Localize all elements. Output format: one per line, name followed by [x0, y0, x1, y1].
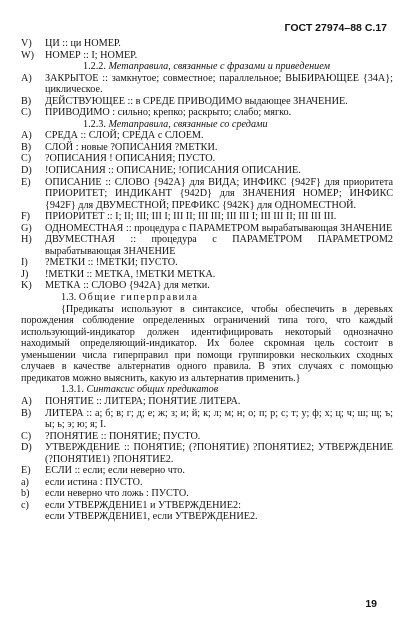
rule-text: ОДНОМЕСТНАЯ :: процедура с ПАРАМЕТРОМ вырабатывающая ЗНАЧЕНИЕ [45, 222, 393, 234]
section-title: Метаправила, связанные с фразами и приведением [108, 61, 331, 73]
rule-marker: I) [21, 257, 28, 269]
rule-item [21, 431, 393, 443]
rule-item [21, 96, 393, 108]
rule-marker: E) [21, 176, 31, 188]
rules-group-numbers [21, 38, 393, 61]
rule-item [21, 153, 393, 165]
page-body [21, 38, 393, 523]
rules-group-predicates [21, 396, 393, 511]
rule-item [21, 465, 393, 477]
rule-marker: A) [21, 72, 32, 84]
rule-item [21, 280, 393, 292]
rule-item [21, 500, 393, 512]
section-title: Общие гиперправила [78, 292, 199, 304]
section-number: 1.3.1. [61, 384, 84, 396]
rule-marker: D) [21, 165, 32, 177]
rule-marker: E) [21, 465, 31, 477]
rule-continuation: если УТВЕРЖДЕНИЕ1, если УТВЕРЖДЕНИЕ2. [45, 511, 258, 523]
rule-text: ?ПОНЯТИЕ :: ПОНЯТИЕ; ПУСТО. [45, 430, 201, 442]
rule-item [21, 50, 393, 62]
rule-marker: a) [21, 476, 29, 488]
rule-text: НОМЕР :: I; НОМЕР. [45, 49, 138, 61]
rule-item [21, 257, 393, 269]
rule-marker: b) [21, 488, 30, 500]
rule-text: ЦИ :: ци НОМЕР. [45, 38, 121, 49]
rule-item [21, 269, 393, 281]
rule-text: ЛИТЕРА :: а; б; в; г; д; е; ж; з; и; й; к; л; м; н; о; п; р; с; т; у; ф; х; ц; ч; ш; щ; ъ; ы; ь; э; ю; я; I. [45, 407, 393, 431]
page-number: 19 [365, 598, 377, 610]
rule-marker: C) [21, 107, 32, 119]
rule-marker: C) [21, 153, 32, 165]
section-heading-1-3-1 [61, 384, 393, 396]
rule-item [21, 223, 393, 235]
rule-text: ПРИОРИТЕТ :: I; II; III; III I; III II; III III; III III I; III III II; III III III. [45, 211, 337, 223]
rule-item [21, 477, 393, 489]
rule-text: ДЕЙСТВУЮЩЕЕ :: в СРЕДЕ ПРИВОДИМО выдающее ЗНАЧЕНИЕ. [45, 95, 348, 107]
rule-text: если УТВЕРЖДЕНИЕ1 и УТВЕРЖДЕНИЕ2: [45, 499, 241, 511]
rule-marker: B) [21, 407, 32, 419]
section-heading-1-2-3 [83, 119, 393, 131]
section-number: 1.3. [61, 292, 77, 304]
rule-marker: F) [21, 211, 31, 223]
rule-text: если неверно что ложь : ПУСТО. [45, 488, 189, 500]
rule-text: ЕСЛИ :: если; если неверно что. [45, 465, 185, 477]
predicates-paragraph: {Предикаты используют в синтаксисе, чтобы обеспечить в деревьях порождения соблюдение определенных ограничений типа того, что каждый использующий-индикатор должен идентифицировать некоторый однозначно находимый определяющий-индикатор. Их более скромная цель состоит в уменьшении числа гиперправил при помощи группировки нескольких сходных случаев в качестве альтернатив одного правила. В этих случаях с помощью предикатов можно выяснить, какую из альтернатив применить.} [21, 303, 393, 384]
rule-text: ОПИСАНИЕ :: СЛОВО {942A} для ВИДА; ИНФИКС {942F} для приоритета ПРИОРИТЕТ; ИНДИКАНТ {942D} для ЗНАЧЕНИЯ НОМЕР; ИНФИКС {942F} для ДВУМЕСТНОЙ; ПРЕФИКС {942K} для ОДНОМЕСТНОЙ. [45, 176, 393, 211]
rules-group-environments [21, 130, 393, 292]
rule-item [21, 177, 393, 212]
rule-text: ПОНЯТИЕ :: ЛИТЕРА; ПОНЯТИЕ ЛИТЕРА. [45, 395, 241, 407]
rule-item [21, 396, 393, 408]
rule-text: СЛОЙ : новые ?ОПИСАНИЯ ?МЕТКИ. [45, 141, 218, 153]
rule-text: если истина : ПУСТО. [45, 476, 143, 488]
rule-marker: D) [21, 442, 32, 454]
section-title: Синтаксис общих предикатов [86, 384, 219, 396]
rule-marker: B) [21, 95, 32, 107]
rule-item [21, 38, 393, 50]
section-heading-1-2-2 [83, 61, 393, 73]
page-header: ГОСТ 27974–88 С.17 [284, 22, 387, 34]
section-heading-1-3 [61, 292, 393, 304]
rule-item [21, 107, 393, 119]
rule-marker: c) [21, 499, 29, 511]
rules-group-phrases [21, 73, 393, 119]
rule-text: ?ОПИСАНИЯ ! ОПИСАНИЯ; ПУСТО. [45, 153, 216, 165]
rule-text: ДВУМЕСТНАЯ :: процедура с ПАРАМЕТРОМ ПАРАМЕТРОМ2 вырабатывающая ЗНАЧЕНИЕ [45, 234, 393, 257]
rule-item [21, 488, 393, 500]
rule-item [21, 211, 393, 223]
rule-marker: W) [21, 49, 35, 61]
rule-item [21, 408, 393, 431]
rule-text: СРЕДА :: СЛОЙ; СРЕДА с СЛОЕМ. [45, 130, 204, 142]
rule-marker: K) [21, 280, 32, 292]
rule-item [21, 142, 393, 154]
rule-marker: H) [21, 234, 32, 246]
rule-text: !ОПИСАНИЯ :: ОПИСАНИЕ; !ОПИСАНИЯ ОПИСАНИЕ. [45, 165, 301, 177]
rule-marker: A) [21, 395, 32, 407]
rule-text: !МЕТКИ :: МЕТКА, !МЕТКИ МЕТКА. [45, 268, 216, 280]
rule-text: ?МЕТКИ :: !МЕТКИ; ПУСТО. [45, 257, 178, 269]
rule-marker: B) [21, 141, 32, 153]
rule-item [21, 130, 393, 142]
rule-marker: V) [21, 38, 32, 49]
section-title: Метаправила, связанные со средами [108, 118, 268, 130]
rule-item [21, 442, 393, 465]
rule-marker: A) [21, 130, 32, 142]
rule-item [21, 234, 393, 257]
rule-text: ЗАКРЫТОЕ :: замкнутое; совместное; параллельное; ВЫБИРАЮЩЕЕ {34A}; циклическое. [45, 72, 393, 96]
rule-marker: J) [21, 268, 29, 280]
rule-marker: G) [21, 222, 32, 234]
rule-text: УТВЕРЖДЕНИЕ :: ПОНЯТИЕ; (?ПОНЯТИЕ) ?ПОНЯТИЕ2; УТВЕРЖДЕНИЕ (?ПОНЯТИЕ1) ?ПОНЯТИЕ2. [45, 442, 393, 465]
rule-marker: C) [21, 430, 32, 442]
rule-item [21, 73, 393, 96]
section-number: 1.2.2. [83, 61, 106, 73]
rule-item [21, 165, 393, 177]
rule-text: ПРИВОДИМО : сильно; крепко; раскрыто; слабо; мягко. [45, 107, 292, 119]
section-number: 1.2.3. [83, 118, 106, 130]
rule-text: МЕТКА :: СЛОВО {942A} для метки. [45, 280, 210, 292]
